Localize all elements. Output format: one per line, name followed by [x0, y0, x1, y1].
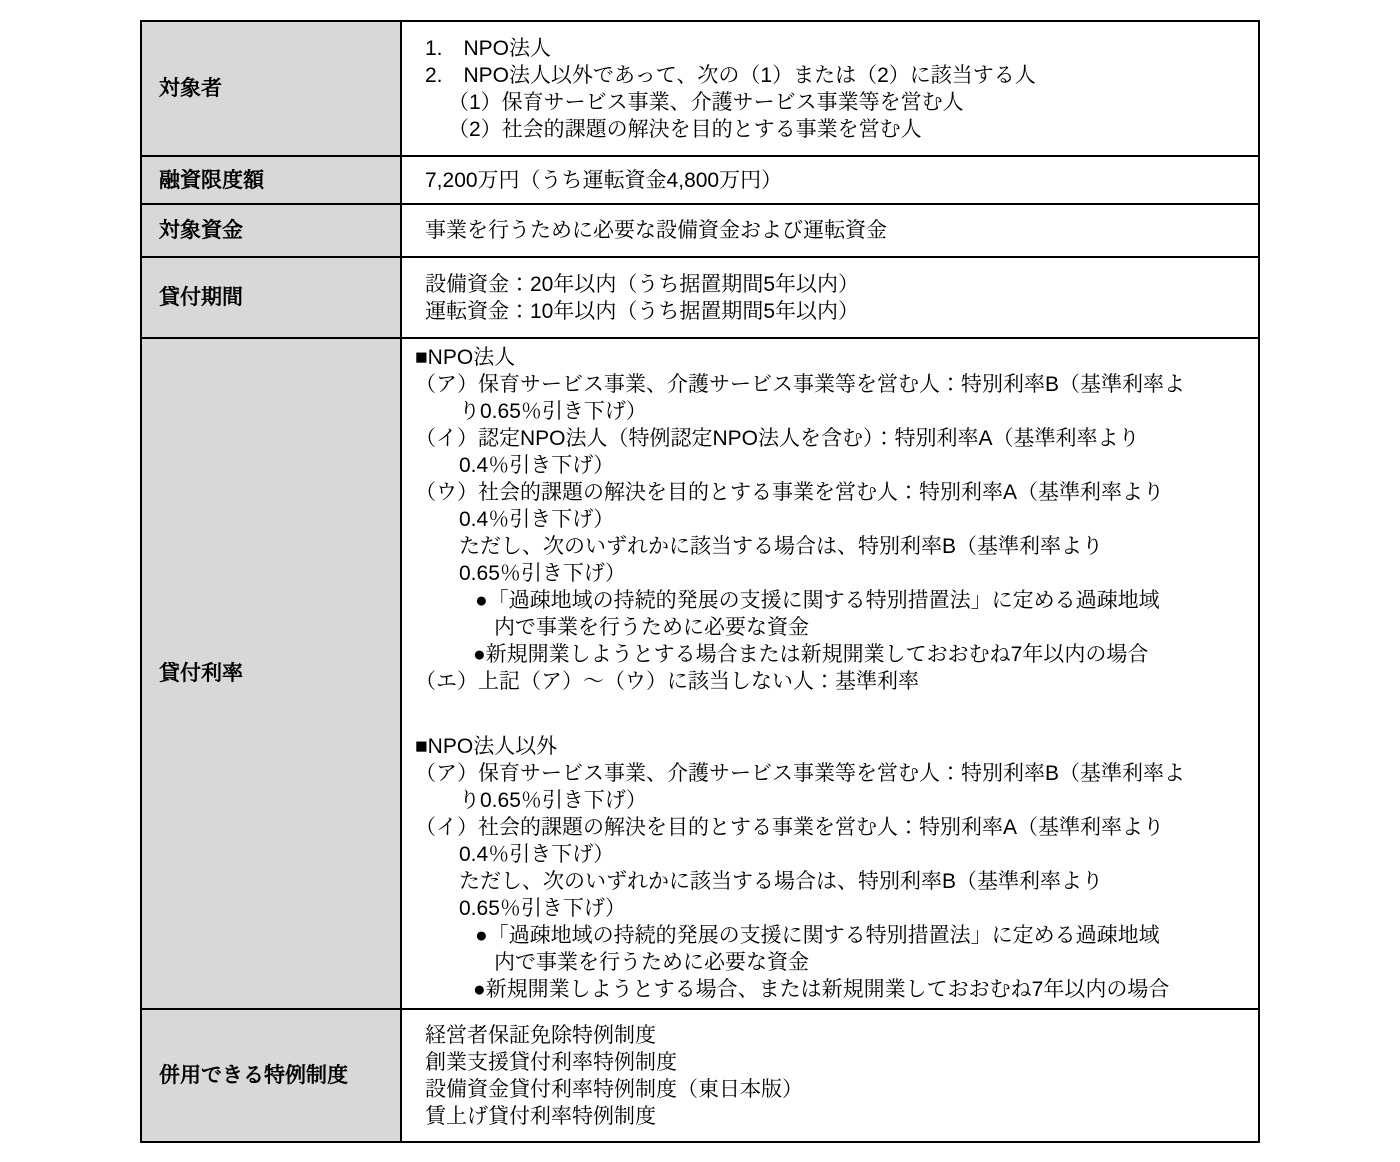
text-line	[415, 695, 1246, 733]
text-line: 内で事業を行うために必要な資金	[494, 951, 809, 974]
text-line: 0.4％引き下げ）	[459, 843, 615, 866]
text-line: ●新規開業しようとする場合または新規開業しておおむね7年以内の場合	[473, 643, 1149, 666]
text-line: （2）社会的課題の解決を目的とする事業を営む人	[448, 117, 922, 141]
text-line: 内で事業を行うために必要な資金	[494, 616, 809, 639]
row-header-interest-rate: 貸付利率	[142, 339, 402, 1008]
text-line: ただし、次のいずれかに該当する場合は、特別利率B（基準利率より	[459, 535, 1104, 558]
text-line: 1. NPO法人	[425, 36, 552, 60]
row-content-loan-limit	[402, 157, 1258, 203]
row-content-eligible-funds	[402, 205, 1258, 256]
text-line: ●「過疎地域の持続的発展の支援に関する特別措置法」に定める過疎地域	[475, 589, 1160, 612]
text-line: 0.4％引き下げ）	[459, 454, 615, 477]
text-line: （エ）上記（ア）～（ウ）に該当しない人：基準利率	[415, 670, 919, 693]
row-content-eligible-persons	[402, 22, 1258, 155]
text-line: 0.4％引き下げ）	[459, 508, 615, 531]
text-line: （ア）保育サービス事業、介護サービス事業等を営む人：特別利率B（基準利率よ	[415, 762, 1186, 785]
text-line: ■NPO法人	[415, 346, 516, 369]
text-line: （イ）認定NPO法人（特例認定NPO法人を含む）：特別利率A（基準利率より	[415, 427, 1140, 450]
text-line: り0.65％引き下げ）	[459, 789, 647, 812]
row-header-combinable-special-programs: 併用できる特例制度	[142, 1010, 402, 1141]
text-line: 事業を行うために必要な設備資金および運転資金	[425, 219, 887, 242]
text-line: り0.65％引き下げ）	[459, 400, 647, 423]
table-row-combinable-special-programs	[142, 1008, 1258, 1141]
row-header-eligible-persons: 対象者	[142, 22, 402, 155]
text-line: （ウ）社会的課題の解決を目的とする事業を営む人：特別利率A（基準利率より	[415, 481, 1165, 504]
text-line: （1）保育サービス事業、介護サービス事業等を営む人	[448, 90, 964, 114]
text-line: 0.65％引き下げ）	[459, 562, 626, 585]
table-row-loan-limit	[142, 155, 1258, 203]
row-content-combinable-special-programs	[402, 1010, 1258, 1141]
row-header-loan-limit: 融資限度額	[142, 157, 402, 203]
text-line: ●新規開業しようとする場合、または新規開業しておおむね7年以内の場合	[473, 978, 1170, 1001]
text-line: 設備資金貸付利率特例制度（東日本版）	[425, 1077, 803, 1101]
text-line: 0.65％引き下げ）	[459, 897, 626, 920]
table-row-eligible-funds	[142, 203, 1258, 256]
text-line: 賃上げ貸付利率特例制度	[425, 1104, 656, 1128]
table-row-loan-period	[142, 256, 1258, 337]
text-line: 設備資金：20年以内（うち据置期間5年以内）	[425, 272, 860, 296]
text-line: 2. NPO法人以外であって、次の（1）または（2）に該当する人	[425, 63, 1036, 87]
text-line: （イ）社会的課題の解決を目的とする事業を営む人：特別利率A（基準利率より	[415, 816, 1165, 839]
text-line: ●「過疎地域の持続的発展の支援に関する特別措置法」に定める過疎地域	[475, 924, 1160, 947]
table-row-interest-rate	[142, 337, 1258, 1008]
text-line: 経営者保証免除特例制度	[425, 1023, 656, 1047]
row-header-eligible-funds: 対象資金	[142, 205, 402, 256]
table-row-eligible-persons	[142, 22, 1258, 155]
text-line: 創業支援貸付利率特例制度	[425, 1050, 677, 1074]
text-line: （ア）保育サービス事業、介護サービス事業等を営む人：特別利率B（基準利率よ	[415, 373, 1186, 396]
text-line: ただし、次のいずれかに該当する場合は、特別利率B（基準利率より	[459, 870, 1104, 893]
text-line: 運転資金：10年以内（うち据置期間5年以内）	[425, 299, 860, 323]
row-content-loan-period	[402, 258, 1258, 337]
text-line: 7,200万円（うち運転資金4,800万円）	[425, 168, 783, 192]
loan-program-spec-table	[140, 20, 1260, 1143]
row-content-interest-rate	[402, 339, 1258, 1008]
row-header-loan-period: 貸付期間	[142, 258, 402, 337]
text-line: ■NPO法人以外	[415, 735, 558, 758]
